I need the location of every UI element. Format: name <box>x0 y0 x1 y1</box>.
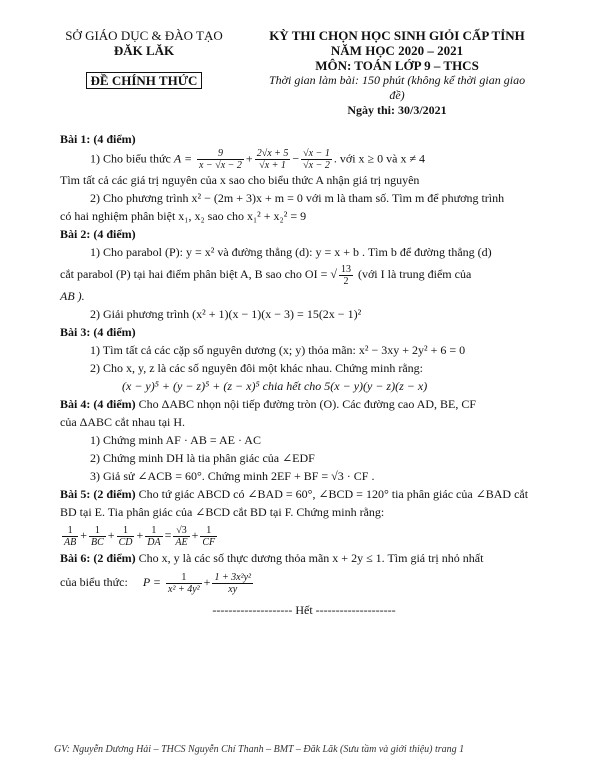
header-right <box>262 28 532 118</box>
page-footer: GV: Nguyễn Dương Hải – THCS Nguyễn Chí Thanh – BMT – Đăk Lăk (Sưu tầm và giới thiệu) trang 1 <box>54 744 465 755</box>
bai2-sqrt-num: 13 <box>340 263 351 275</box>
bai2-p1-text-b: (với I là trung điểm của <box>357 267 472 281</box>
bai1-f1-den: x − √x − 2 <box>199 160 242 171</box>
bai2-p1-text-a: cắt parabol (P) tại hai điểm phân biệt A, B sao cho OI = <box>60 267 328 281</box>
header-left <box>54 28 234 89</box>
exam-date: Ngày thi: 30/3/2021 <box>347 103 447 117</box>
bai2-p1-line1: 1) Cho parabol (P): y = x² và đường thẳng (d): y = x + b . Tìm b để đường thẳng (d) <box>90 245 492 259</box>
bai3-title: Bài 3: (4 điểm) <box>60 325 136 339</box>
bai1-f2-den: √x + 1 <box>259 160 286 171</box>
official-exam-box: ĐỀ CHÍNH THỨC <box>86 72 203 89</box>
bai5-title: Bài 5: (2 điểm) <box>60 487 136 501</box>
bai2-sqrt-den: 2 <box>343 275 349 287</box>
bai1-title: Bài 1: (4 điểm) <box>60 132 136 146</box>
f-den: DA <box>147 536 161 548</box>
bai6-line1 <box>60 549 548 567</box>
bai1-frac1 <box>197 148 244 171</box>
exam-title: KỲ THI CHỌN HỌC SINH GIỎI CẤP TỈNH <box>269 28 525 43</box>
bai1-expr-lhs: A = <box>173 151 193 166</box>
bai6-line2: của biểu thức: P = $\frac{1}{\text{x² + 4y²}}$ + $\frac{\text{1 + 3x²y²}}{xy}$ <box>60 571 252 595</box>
f-den: AE <box>175 536 188 548</box>
bai6-text2: của biểu thức: <box>60 575 128 589</box>
bai2-p1-line2: cắt parabol (P) tại hai điểm phân biệt A, B sao cho OI = √ $\frac{13}{2}$ (với I là trung điểm của <box>60 263 472 287</box>
bai3-p2-expr: (x − y)⁵ + (y − z)⁵ + (z − x)⁵ chia hết cho 5(x − y)(y − z)(z − x) <box>122 379 428 393</box>
f-den: BC <box>91 536 104 548</box>
bai1-f2-num: 2√x + 5 <box>256 148 289 159</box>
bai6-text1: Cho x, y là các số thực dương thỏa mãn x + 2y ≤ 1. Tìm giá trị nhỏ nhất <box>138 551 484 565</box>
bai4-p1: 1) Chứng minh AF · AB = AE · AC <box>90 433 261 447</box>
f-den: x² + 4y² <box>168 583 200 595</box>
bai5-text1: Cho tứ giác ABCD có ∠BAD = 60°, ∠BCD = 120° tia phân giác của ∠BAD cắt <box>138 487 529 501</box>
bai5-frac-cd <box>117 525 135 548</box>
bai6-expr-p: P = <box>142 575 162 589</box>
bai1-condition: . với x ≥ 0 và x ≠ 4 <box>333 151 426 166</box>
bai5-line2: BD tại E. Tia phân giác của ∠BCD cắt BD tại F. Chứng minh rằng: <box>60 505 385 519</box>
exam-body <box>60 130 548 619</box>
bai2-title: Bài 2: (4 điểm) <box>60 227 136 241</box>
school-year: NĂM HỌC 2020 – 2021 <box>330 43 464 58</box>
bai5-frac-ae <box>173 525 189 548</box>
bai1-f3-num: √x − 1 <box>303 148 330 159</box>
bai3-p2: 2) Cho x, y, z là các số nguyên đôi một khác nhau. Chứng minh rằng: <box>90 361 423 375</box>
f-num: 1 <box>145 525 162 537</box>
bai1-p2-line2: có hai nghiệm phân biệt x₁, x₂ sao cho x₁² + x₂² = 9 <box>60 209 307 223</box>
bai5-frac-bc <box>89 525 106 548</box>
f-num: 1 + 3x²y² <box>214 571 252 583</box>
bai3-p1: 1) Tìm tất cả các cặp số nguyên dương (x; y) thỏa mãn: x² − 3xy + 2y² + 6 = 0 <box>90 343 466 357</box>
end-marker: -------------------- Hết -------------------- <box>212 603 396 617</box>
bai5-frac-cf <box>200 525 217 548</box>
f-num: 1 <box>62 525 78 537</box>
bai5-frac-ab <box>62 525 78 548</box>
bai1-frac3 <box>301 148 332 171</box>
bai6-frac1 <box>166 572 202 595</box>
bai5-frac-da <box>145 525 162 548</box>
f-num: 1 <box>117 525 135 537</box>
f-den: CD <box>118 536 133 548</box>
bai1-p1-text: Tìm tất cả các giá trị nguyên của x sao cho biểu thức A nhận giá trị nguyên <box>60 173 420 187</box>
f-num: 1 <box>166 572 202 584</box>
bai1-f1-num: 9 <box>197 148 244 160</box>
bai4-line2: của ΔABC cắt nhau tại H. <box>60 415 186 429</box>
bai2-sqrt-frac <box>339 264 353 287</box>
bai1-p1-prefix: 1) Cho biểu thức <box>90 151 171 166</box>
f-den: CF <box>202 536 216 548</box>
bai4-title: Bài 4: (4 điểm) <box>60 397 136 411</box>
bai1-part1: 1) Cho biểu thức A = $\frac{9}{x - √x - 2}$ + $\frac{2√x + 5}{√x + 1}$ − $\frac{√x - 1}{√x - 2}$ . với x ≥ 0 và x ≠ 4 <box>90 148 426 171</box>
department-name: SỞ GIÁO DỤC & ĐÀO TẠO <box>65 28 223 43</box>
bai5-line1 <box>60 485 548 503</box>
bai6-frac2 <box>212 572 253 595</box>
bai1-frac2 <box>255 148 291 171</box>
bai4-text1: Cho ΔABC nhọn nội tiếp đường tròn (O). Các đường cao AD, BE, CF <box>138 397 477 411</box>
bai1-f3-den: √x − 2 <box>303 160 330 171</box>
f-num: 1 <box>200 525 217 537</box>
f-den: xy <box>228 583 238 595</box>
bai4-p3: 3) Giả sử ∠ACB = 60°. Chứng minh 2EF + BF = √3 · CF . <box>90 469 375 483</box>
subject: MÔN: TOÁN LỚP 9 – THCS <box>315 58 479 73</box>
bai6-title: Bài 6: (2 điểm) <box>60 551 136 565</box>
bai5-identity: $\frac{1}{AB}$ + $\frac{1}{BC}$ + $\frac{1}{CD}$ + $\frac{1}{DA}$ = $\frac{√3}{AE}$ + $\frac{1}{CF}$ <box>64 524 216 548</box>
f-num: √3 <box>173 525 189 537</box>
f-num: 1 <box>89 525 106 537</box>
bai2-p1-line3: AB ). <box>60 289 85 303</box>
bai4-line1 <box>60 395 548 413</box>
province-name: ĐĂK LĂK <box>113 43 175 58</box>
f-den: AB <box>64 536 77 548</box>
bai1-p2-line1: 2) Cho phương trình x² − (2m + 3)x + m = 0 với m là tham số. Tìm m để phương trình <box>90 191 505 205</box>
time-limit: Thời gian làm bài: 150 phút (không kể thời gian giao đề) <box>268 73 526 102</box>
bai4-p2: 2) Chứng minh DH là tia phân giác của ∠EDF <box>90 451 315 465</box>
bai2-p2: 2) Giải phương trình (x² + 1)(x − 1)(x − 3) = 15(2x − 1)² <box>90 307 362 321</box>
